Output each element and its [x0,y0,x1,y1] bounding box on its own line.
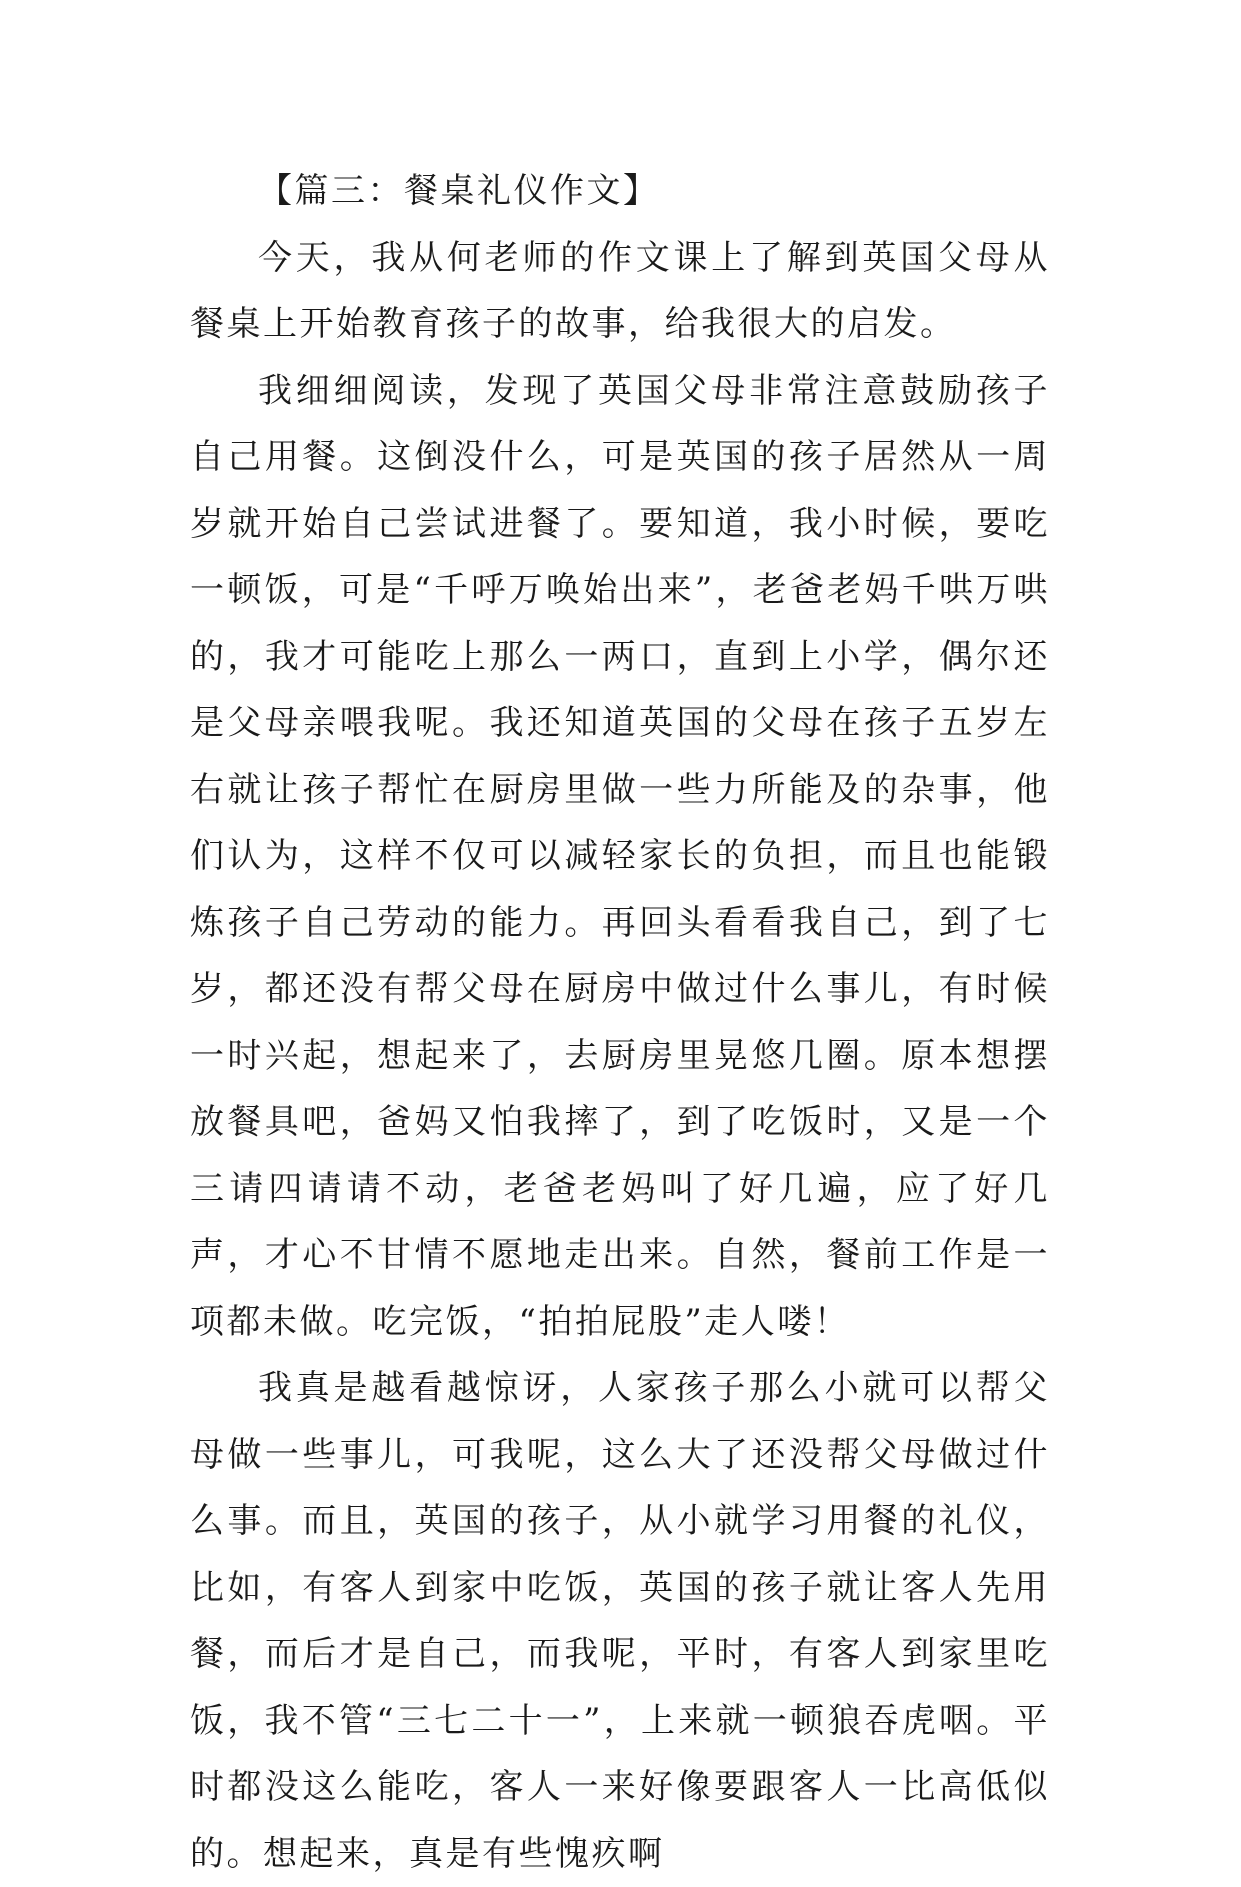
paragraph-3: 我真是越看越惊讶，人家孩子那么小就可以帮父母做一些事儿，可我呢，这么大了还没帮父母做过什么事。而且，英国的孩子，从小就学习用餐的礼仪，比如，有客人到家中吃饭，英国的孩子就让客人先用餐，而后才是自己，而我呢，平时，有客人到家里吃饭，我不管“三七二十一”，上来就一顿狼吞虎咽。平时都没这么能吃，客人一来好像要跟客人一比高低似的。想起来，真是有些愧疚啊 [190,1368,1050,1874]
essay-heading: 【篇三：餐桌礼仪作文】 [258,171,660,211]
paragraph-2: 我细细阅读，发现了英国父母非常注意鼓励孩子自己用餐。这倒没什么，可是英国的孩子居然从一周岁就开始自己尝试进餐了。要知道，我小时候，要吃一顿饭，可是“千呼万唤始出来”，老爸老妈千哄万哄的，我才可能吃上那么一两口，直到上小学，偶尔还是父母亲喂我呢。我还知道英国的父母在孩子五岁左右就让孩子帮忙在厨房里做一些力所能及的杂事，他们认为，这样不仅可以减轻家长的负担，而且也能锻炼孩子自己劳动的能力。再回头看看我自己，到了七岁，都还没有帮父母在厨房中做过什么事儿，有时候一时兴起，想起来了，去厨房里晃悠几圈。原本想摆放餐具吧，爸妈又怕我摔了，到了吃饭时，又是一个三请四请请不动，老爸老妈叫了好几遍，应了好几声，才心不甘情不愿地走出来。自然，餐前工作是一项都未做。吃完饭，“拍拍屁股”走人喽！ [190,370,1050,1342]
document-body [190,158,1050,1887]
paragraph-1: 今天，我从何老师的作文课上了解到英国父母从餐桌上开始教育孩子的故事，给我很大的启发。 [190,237,1050,344]
